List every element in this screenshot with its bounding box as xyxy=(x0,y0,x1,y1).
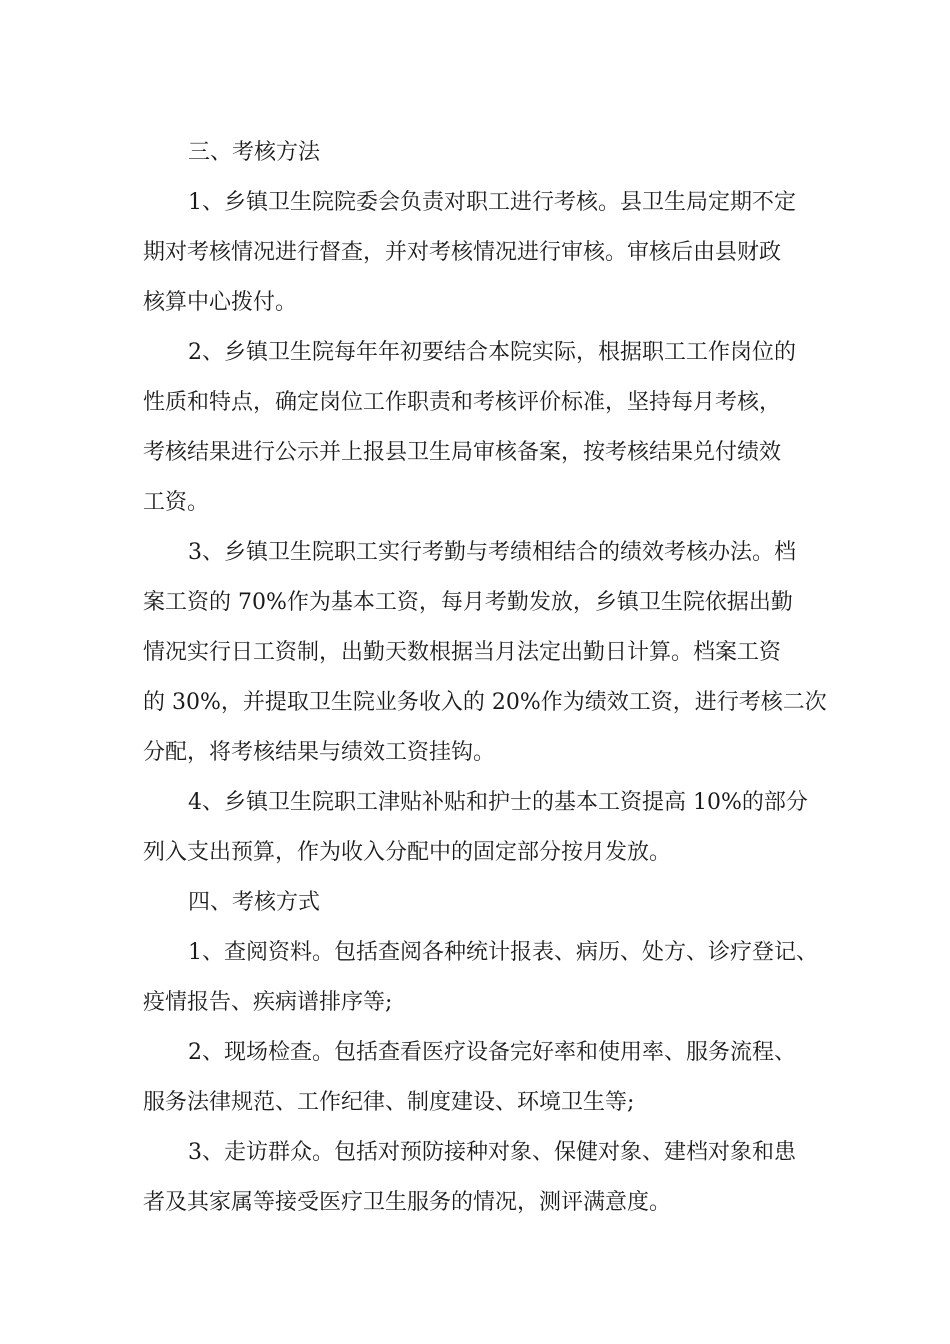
section-heading-assessment-mode: 四、考核方式 xyxy=(188,890,321,915)
section-heading-assessment-method: 三、考核方法 xyxy=(188,140,321,165)
paragraph-line: 者及其家属等接受医疗卫生服务的情况，测评满意度。 xyxy=(143,1190,672,1215)
paragraph-line: 1、查阅资料。包括查阅各种统计报表、病历、处方、诊疗登记、 xyxy=(188,940,818,965)
paragraph-line: 3、走访群众。包括对预防接种对象、保健对象、建档对象和患 xyxy=(188,1140,796,1165)
paragraph-line: 核算中心拨付。 xyxy=(143,290,298,315)
paragraph-line: 工资。 xyxy=(143,490,210,515)
paragraph-line: 1、乡镇卫生院院委会负责对职工进行考核。县卫生局定期不定 xyxy=(188,190,796,215)
paragraph-line: 2、乡镇卫生院每年年初要结合本院实际，根据职工工作岗位的 xyxy=(188,340,796,365)
paragraph-line: 情况实行日工资制，出勤天数根据当月法定出勤日计算。档案工资 xyxy=(143,640,782,665)
paragraph-line: 分配，将考核结果与绩效工资挂钩。 xyxy=(143,740,496,765)
paragraph-line: 3、乡镇卫生院职工实行考勤与考绩相结合的绩效考核办法。档 xyxy=(188,540,796,565)
paragraph-line: 的 30%，并提取卫生院业务收入的 20%作为绩效工资，进行考核二次 xyxy=(143,690,827,715)
paragraph-line: 性质和特点，确定岗位工作职责和考核评价标准，坚持每月考核， xyxy=(143,390,782,415)
paragraph-line: 考核结果进行公示并上报县卫生局审核备案，按考核结果兑付绩效 xyxy=(143,440,782,465)
paragraph-line: 案工资的 70%作为基本工资，每月考勤发放，乡镇卫生院依据出勤 xyxy=(143,590,793,615)
paragraph-line: 4、乡镇卫生院职工津贴补贴和护士的基本工资提高 10%的部分 xyxy=(188,790,808,815)
paragraph-line: 服务法律规范、工作纪律、制度建设、环境卫生等; xyxy=(143,1090,635,1115)
paragraph-line: 期对考核情况进行督查，并对考核情况进行审核。审核后由县财政 xyxy=(143,240,782,265)
document-body xyxy=(143,128,827,1228)
paragraph-line: 2、现场检查。包括查看医疗设备完好率和使用率、服务流程、 xyxy=(188,1040,796,1065)
paragraph-line: 疫情报告、疾病谱排序等; xyxy=(143,990,393,1015)
paragraph-line: 列入支出预算，作为收入分配中的固定部分按月发放。 xyxy=(143,840,672,865)
